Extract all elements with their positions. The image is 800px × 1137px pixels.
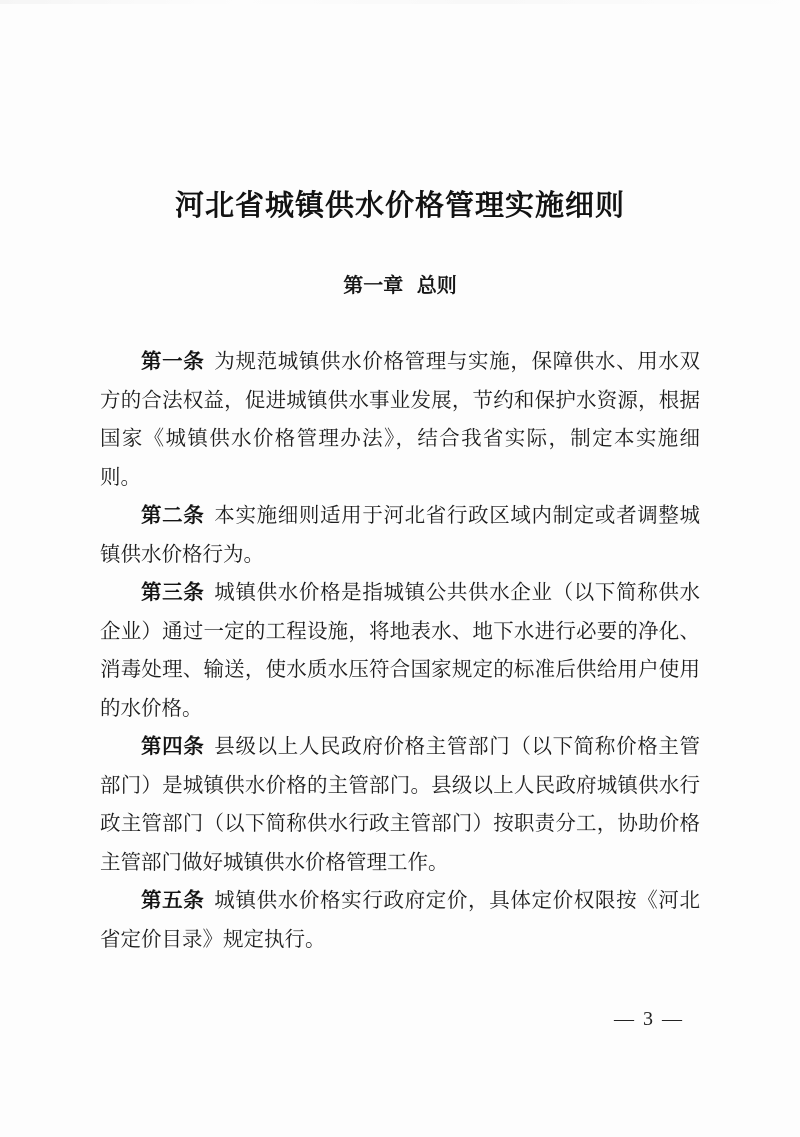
article-text: 为规范城镇供水价格管理与实施，保障供水、用水双方的合法权益，促进城镇供水事业发展，节约和保护水资源，根据国家《城镇供水价格管理办法》，结合我省实际，制定本实施细则。 — [100, 351, 700, 489]
article-text: 本实施细则适用于河北省行政区域内制定或者调整城镇供水价格行为。 — [100, 505, 700, 566]
scan-artifact — [0, 0, 800, 4]
article-number: 第四条 — [141, 735, 205, 758]
article-paragraph-5 — [100, 882, 700, 959]
article-number: 第三条 — [141, 581, 205, 604]
article-number: 第二条 — [141, 504, 205, 527]
chapter-heading: 第一章 总则 — [343, 275, 457, 297]
article-paragraph-1 — [100, 343, 700, 497]
document-title: 河北省城镇供水价格管理实施细则 — [174, 190, 625, 222]
article-paragraph-4 — [100, 728, 700, 882]
document-body — [100, 343, 700, 959]
article-paragraph-3 — [100, 574, 700, 728]
article-number: 第一条 — [141, 350, 205, 373]
article-text: 县级以上人民政府价格主管部门（以下简称价格主管部门）是城镇供水价格的主管部门。县级以上人民政府城镇供水行政主管部门（以下简称供水行政主管部门）按职责分工，协助价格主管部门做好城镇供水价格管理工作。 — [100, 736, 700, 874]
article-paragraph-2 — [100, 497, 700, 574]
page-number: — 3 — — [614, 1008, 684, 1030]
article-text: 城镇供水价格是指城镇公共供水企业（以下简称供水企业）通过一定的工程设施，将地表水、地下水进行必要的净化、消毒处理、输送，使水质水压符合国家规定的标准后供给用户使用的水价格。 — [100, 582, 700, 720]
article-number: 第五条 — [141, 889, 205, 912]
article-text: 城镇供水价格实行政府定价，具体定价权限按《河北省定价目录》规定执行。 — [100, 890, 700, 951]
